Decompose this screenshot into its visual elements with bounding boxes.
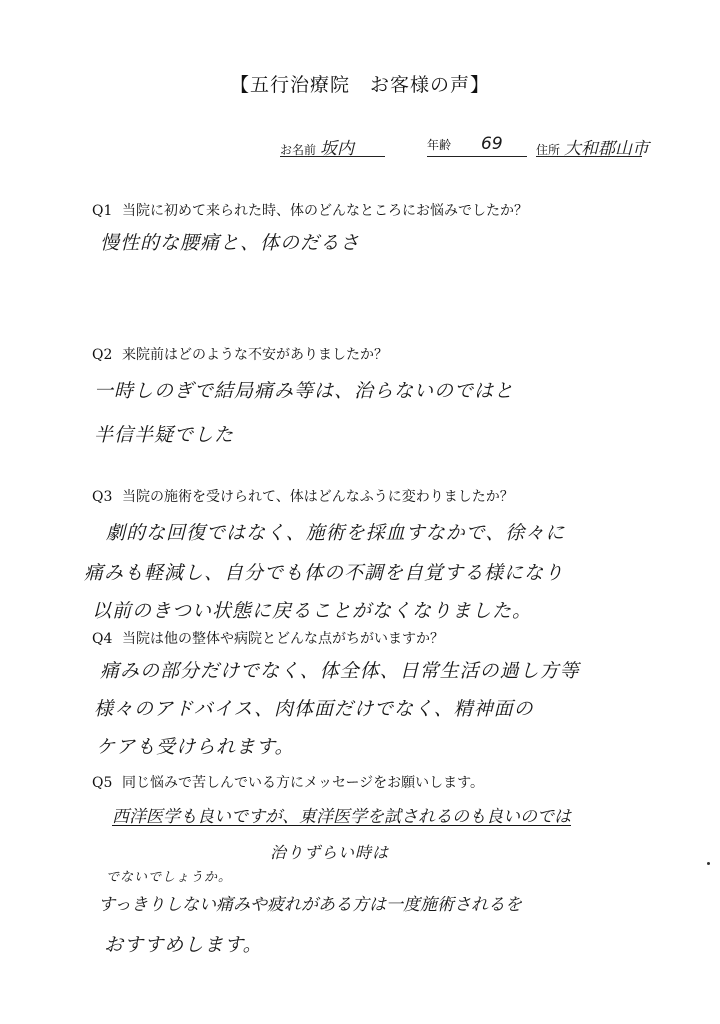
question-text: 同じ悩みで苦しんでいる方にメッセージをお願いします。 [122, 775, 485, 791]
question-text: 来院前はどのような不安がありましたか？ [122, 347, 388, 363]
answer-line: 以前のきつい状態に戻ることがなくなりました。 [92, 600, 533, 622]
question-2 [92, 344, 388, 364]
age-value: 69 [481, 134, 503, 154]
question-number: Q5 [92, 775, 113, 791]
question-3 [92, 486, 514, 506]
question-1 [92, 200, 528, 220]
age-underline [427, 156, 527, 157]
name-underline [280, 156, 385, 157]
question-5 [92, 772, 484, 792]
answer-line: 劇的な回復ではなく、施術を採血すなかで、徐々に [106, 522, 566, 544]
question-number: Q3 [92, 489, 113, 505]
answer-line: 痛みも軽減し、自分でも体の不調を自覚する様になり [84, 562, 565, 584]
answer-line: 一時しのぎで結局痛み等は、治らないのではと [94, 380, 515, 402]
page-title: 【五行治療院 お客様の声】 [229, 74, 490, 96]
answer-line: 西洋医学も良いですが、東洋医学を試されるのも良いのでは [112, 807, 571, 827]
answer-line: ケアも受けられます。 [96, 736, 295, 758]
address-label: 住所 [536, 143, 561, 157]
answer-line: すっきりしない痛みや疲れがある方は一度施術されるを [98, 895, 522, 915]
address-underline [536, 156, 642, 157]
answer-line: おすすめします。 [104, 934, 263, 956]
answer-line: 慢性的な腰痛と、体のだるさ [100, 232, 361, 254]
question-number: Q2 [92, 347, 113, 363]
question-number: Q4 [92, 631, 113, 647]
question-number: Q1 [92, 203, 113, 219]
answer-insertion: 治りずらい時は [270, 843, 390, 862]
question-text: 当院に初めて来られた時、体のどんなところにお悩みでしたか？ [122, 203, 528, 219]
name-label: お名前 [280, 143, 317, 157]
stray-mark [707, 862, 710, 865]
name-value: 坂内 [320, 139, 355, 159]
answer-line: 痛みの部分だけでなく、体全体、日常生活の過し方等 [100, 660, 580, 682]
answer-line: でないでしょうか。 [106, 870, 233, 885]
age-label: 年齢 [427, 138, 452, 152]
question-text: 当院は他の整体や病院とどんな点がちがいますか？ [122, 631, 444, 647]
address-value: 大和郡山市 [564, 139, 650, 159]
age-field [427, 134, 503, 154]
answer-line: 様々のアドバイス、肉体面だけでなく、精神面の [94, 698, 534, 720]
question-4 [92, 628, 444, 648]
question-text: 当院の施術を受けられて、体はどんなふうに変わりましたか？ [122, 489, 514, 505]
answer-line: 半信半疑でした [94, 424, 235, 446]
